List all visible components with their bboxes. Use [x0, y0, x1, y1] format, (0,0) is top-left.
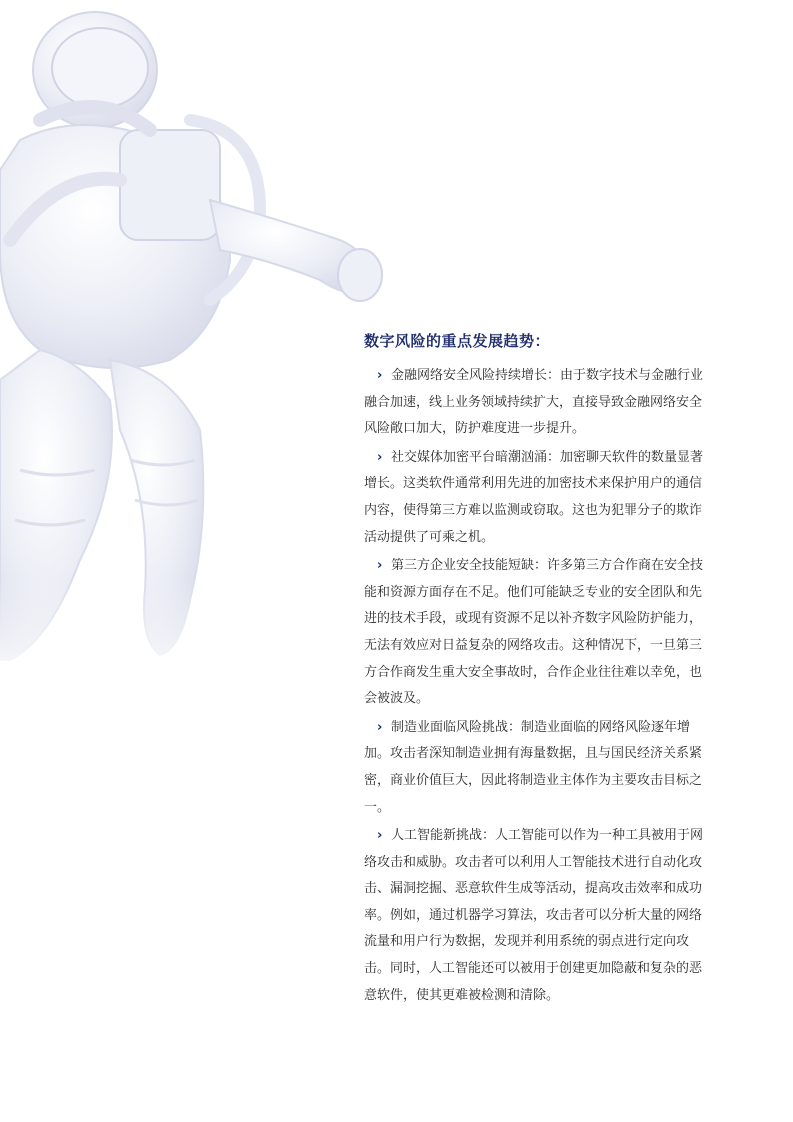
- chevron-right-icon: ›: [377, 558, 383, 574]
- chevron-right-icon: ›: [377, 368, 383, 383]
- trend-text: 社交媒体加密平台暗潮汹涌：加密聊天软件的数量显著增长。这类软件通常利用先进的加密技术来保护用户的通信内容，使得第三方难以监测或窃取。这也为犯罪分子的欺诈活动提供了可乘之机。: [364, 449, 704, 545]
- trend-item: [364, 553, 714, 713]
- trends-section: [364, 330, 714, 1011]
- astronaut-illustration: [0, 0, 400, 680]
- trend-item: [364, 445, 714, 551]
- chevron-right-icon: ›: [377, 719, 383, 735]
- trend-text: 制造业面临风险挑战：制造业面临的网络风险逐年增加。攻击者深知制造业拥有海量数据，且与国民经济关系紧密，商业价值巨大，因此将制造业主体作为主要攻击目标之一。: [364, 719, 703, 815]
- trend-item: [364, 363, 714, 443]
- chevron-right-icon: ›: [377, 828, 383, 844]
- trend-text: 金融网络安全风险持续增长：由于数字技术与金融行业融合加速，线上业务领域持续扩大，直接导致金融网络安全风险敞口加大，防护难度进一步提升。: [364, 368, 704, 437]
- trend-text: 人工智能新挑战：人工智能可以作为一种工具被用于网络攻击和威胁。攻击者可以利用人工智能技术进行自动化攻击、漏洞挖掘、恶意软件生成等活动，提高攻击效率和成功率。例如，通过机器学习算法，攻击者可以分析大量的网络流量和用户行为数据，发现并利用系统的弱点进行定向攻击。同时，人工智能还可以被用于创建更加隐蔽和复杂的恶意软件，使其更难被检测和清除。: [364, 828, 704, 1003]
- trend-text: 第三方企业安全技能短缺：许多第三方合作商在安全技能和资源方面存在不足。他们可能缺乏专业的安全团队和先进的技术手段，或现有资源不足以补齐数字风险防护能力，无法有效应对日益复杂的网络攻击。这种情况下，一旦第三方合作商发生重大安全事故时，合作企业往往难以幸免，也会被波及。: [364, 558, 704, 707]
- chevron-right-icon: ›: [377, 449, 383, 465]
- trend-item: [364, 715, 714, 821]
- section-heading: 数字风险的重点发展趋势：: [364, 332, 551, 350]
- trend-item: [364, 823, 714, 1009]
